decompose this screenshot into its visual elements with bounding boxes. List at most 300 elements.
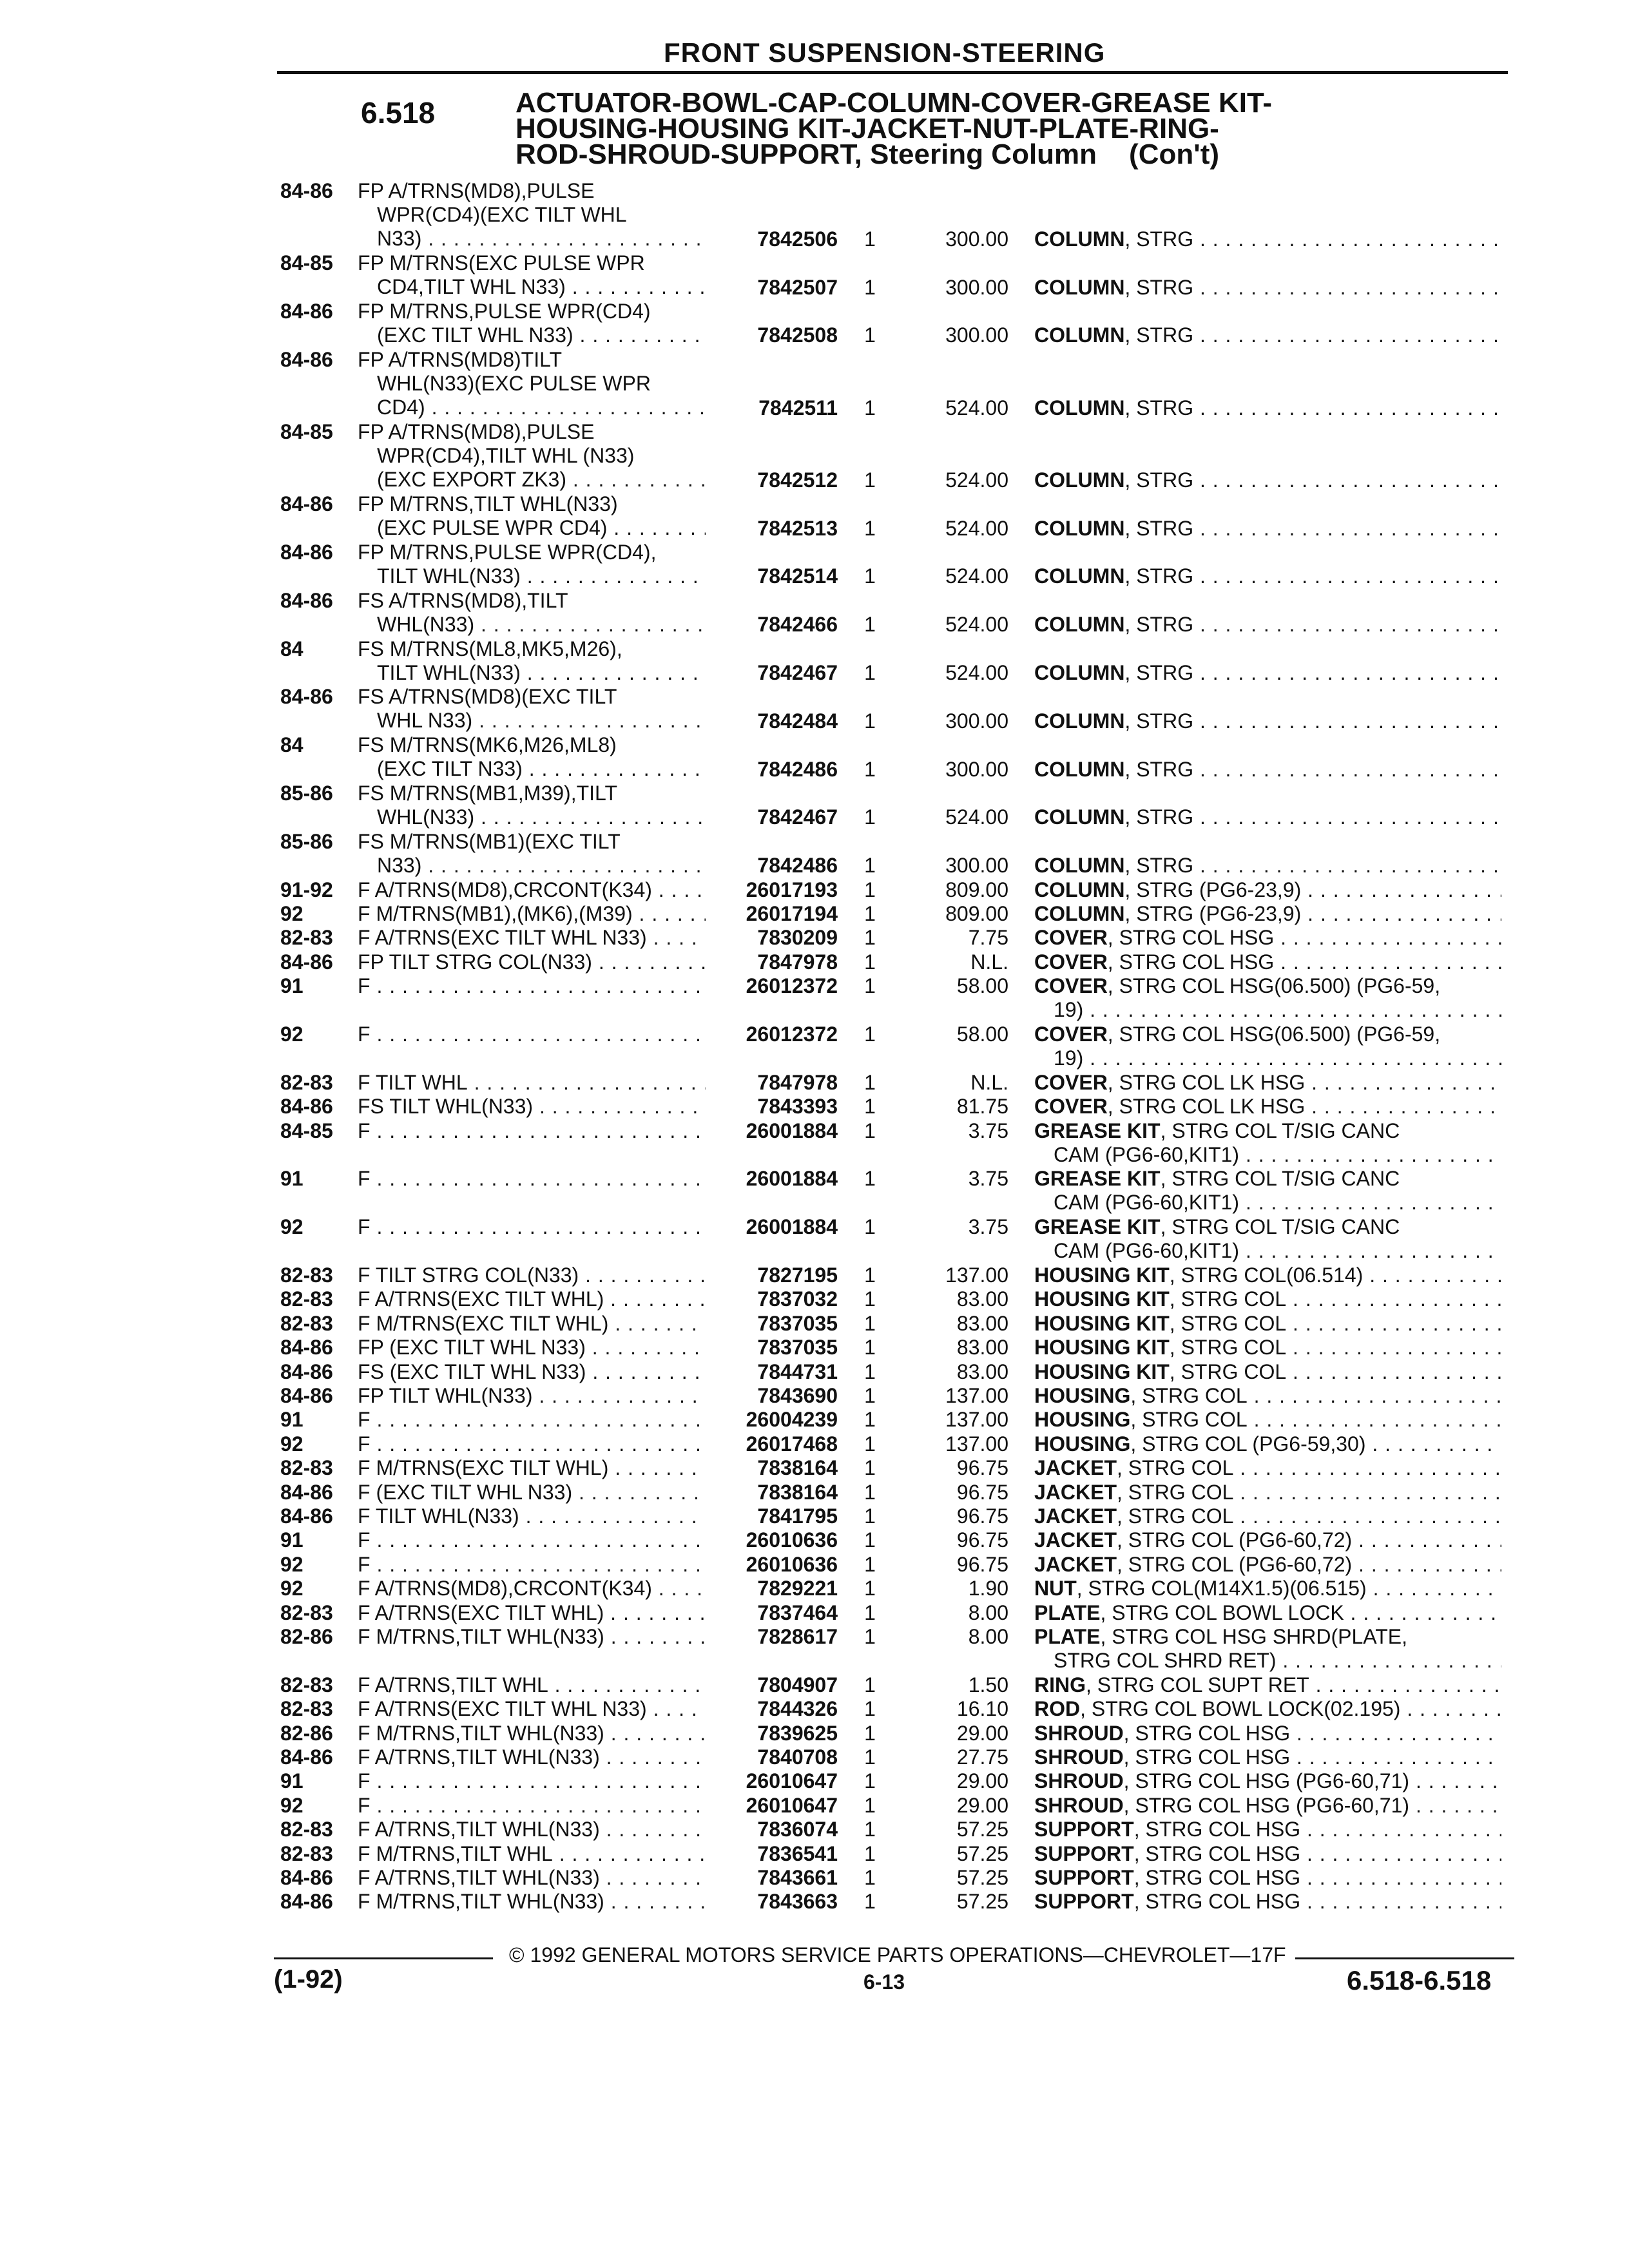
row-quantity: 1: [864, 564, 876, 588]
row-application-line: F A/TRNS(EXC TILT WHL) . . .: [358, 1287, 706, 1311]
row-description-name: HOUSING KIT: [1034, 1360, 1170, 1383]
row-part-number: 7827195: [757, 1264, 838, 1287]
row-description-name: SHROUD: [1034, 1745, 1124, 1769]
row-application: [358, 926, 706, 950]
row-quantity: 1: [864, 757, 876, 781]
table-row: [0, 1577, 1629, 1600]
row-description-name: COLUMN: [1034, 854, 1125, 878]
row-price: 1.50: [968, 1673, 1008, 1696]
section-title-line: HOUSING-HOUSING KIT-JACKET-NUT-PLATE-RING-: [516, 113, 1219, 144]
row-quantity: 1: [864, 660, 876, 684]
row-description-name: COVER: [1034, 974, 1108, 998]
row-description-line: COVER, STRG COL HSG(06.500) (PG6-59,: [1034, 974, 1441, 998]
row-description-text: STRG: [1136, 757, 1194, 781]
row-application: [358, 1818, 706, 1841]
row-description: [1034, 1577, 1501, 1600]
footer-copyright: © 1992 GENERAL MOTORS SERVICE PARTS OPERATIONS—CHEVROLET—17F: [509, 1943, 1286, 1966]
row-application-line: FS A/TRNS(MD8)(EXC TILT: [358, 685, 617, 709]
row-application-line: TILT WHL(N33) . . .: [358, 661, 706, 685]
row-description-name: HOUSING KIT: [1034, 1287, 1170, 1311]
row-description-line: HOUSING KIT, STRG COL . . .: [1034, 1312, 1501, 1336]
row-description: [1034, 396, 1501, 420]
row-quantity: 1: [864, 1095, 876, 1119]
row-description-text: STRG COL BOWL LOCK(02.195): [1091, 1697, 1401, 1721]
row-description-name: SUPPORT: [1034, 1890, 1134, 1914]
row-part-number: 7842466: [757, 613, 838, 637]
row-application: [358, 1842, 706, 1866]
row-price: 524.00: [945, 660, 1008, 684]
row-part-number: 26017468: [746, 1432, 838, 1456]
table-row: [0, 251, 1629, 300]
row-application-line: F M/TRNS(EXC TILT WHL) . . .: [358, 1456, 706, 1480]
row-application: [358, 541, 706, 588]
row-description-text: STRG COL(06.514): [1181, 1264, 1364, 1287]
row-price: 137.00: [945, 1408, 1008, 1432]
row-application-line: F A/TRNS,TILT WHL(N33) . . .: [358, 1745, 706, 1769]
row-application-line: F . . .: [358, 974, 706, 998]
row-price: 57.25: [956, 1818, 1008, 1841]
table-row: [0, 1360, 1629, 1384]
row-year: 82-83: [280, 926, 333, 950]
row-description: [1034, 854, 1501, 878]
row-quantity: 1: [864, 974, 876, 998]
row-description: [1034, 1890, 1501, 1914]
row-description-line: JACKET, STRG COL . . .: [1034, 1481, 1501, 1504]
row-price: 300.00: [945, 757, 1008, 781]
page-header-title: FRONT SUSPENSION-STEERING: [664, 37, 1106, 68]
row-part-number: 7843393: [757, 1095, 838, 1119]
row-description: [1034, 227, 1501, 251]
row-application-line: FP M/TRNS(EXC PULSE WPR: [358, 251, 645, 275]
row-description-line: COLUMN, STRG (PG6-23,9) . . .: [1034, 878, 1501, 902]
row-year: 84-86: [280, 1504, 333, 1528]
row-description: [1034, 709, 1501, 733]
row-part-number: 26017193: [746, 878, 838, 901]
row-application-line: N33) . . .: [358, 854, 706, 878]
row-description-line: HOUSING KIT, STRG COL . . .: [1034, 1287, 1501, 1311]
row-description-line: [1034, 998, 1501, 1022]
table-row: [0, 541, 1629, 589]
row-year: 84-85: [280, 251, 333, 275]
row-description: [1034, 1215, 1501, 1263]
row-description-name: HOUSING KIT: [1034, 1264, 1170, 1287]
row-application-line: (EXC TILT N33) . . .: [358, 757, 706, 781]
row-quantity: 1: [864, 227, 876, 251]
row-description-text: STRG: [1136, 564, 1194, 588]
row-part-number: 7837035: [757, 1311, 838, 1335]
row-quantity: 1: [864, 1866, 876, 1889]
row-description: [1034, 1866, 1501, 1890]
row-application: [358, 179, 706, 251]
row-description: [1034, 1167, 1501, 1215]
row-price: 96.75: [956, 1456, 1008, 1480]
row-price: 81.75: [956, 1095, 1008, 1119]
row-description-text: STRG COL LK HSG: [1119, 1095, 1306, 1119]
row-description-text: CAM (PG6-60,KIT1): [1054, 1191, 1240, 1215]
row-description: [1034, 1673, 1501, 1697]
row-price: 96.75: [956, 1552, 1008, 1576]
row-application: [358, 1504, 706, 1528]
row-year: 92: [280, 1215, 304, 1239]
row-year: 84-86: [280, 1890, 333, 1914]
table-row: [0, 1769, 1629, 1793]
row-application-line: WHL(N33)(EXC PULSE WPR: [377, 371, 651, 395]
row-year: 91: [280, 1769, 304, 1793]
row-application: [358, 1722, 706, 1745]
row-description-line: COLUMN, STRG . . .: [1034, 276, 1501, 300]
row-description: [1034, 564, 1501, 588]
row-application-line: F TILT WHL . . .: [358, 1071, 706, 1095]
row-price: 83.00: [956, 1360, 1008, 1383]
row-description-text: STRG COL (PG6-60,72): [1128, 1528, 1353, 1552]
row-part-number: 26010636: [746, 1552, 838, 1576]
row-description: [1034, 1336, 1501, 1360]
row-year: 84-86: [280, 347, 333, 371]
row-description-text: STRG COL T/SIG CANC: [1171, 1215, 1400, 1239]
row-description-line: [1034, 1239, 1501, 1263]
row-application-line: F M/TRNS,TILT WHL . . .: [358, 1842, 706, 1866]
row-application-line: F A/TRNS,TILT WHL(N33) . . .: [358, 1818, 706, 1841]
row-year: 84-86: [280, 1384, 333, 1407]
row-year: 92: [280, 1577, 304, 1600]
row-description-text: STRG COL HSG(06.500) (PG6-59,: [1119, 1023, 1441, 1046]
row-year: 92: [280, 1432, 304, 1456]
row-price: 524.00: [945, 396, 1008, 419]
row-description-text: STRG: [1136, 516, 1194, 540]
row-price: 524.00: [945, 516, 1008, 540]
row-quantity: 1: [864, 1625, 876, 1648]
row-description-text: 19): [1054, 998, 1084, 1022]
footer-section-range: 6.518-6.518: [1347, 1965, 1492, 1995]
row-part-number: 7838164: [757, 1480, 838, 1504]
table-row: [0, 1456, 1629, 1480]
row-price: 1.90: [968, 1577, 1008, 1600]
row-quantity: 1: [864, 468, 876, 492]
row-application-line: F TILT WHL(N33) . . .: [358, 1504, 706, 1528]
row-price: 96.75: [956, 1480, 1008, 1504]
row-application: [358, 1360, 706, 1384]
row-description-line: COLUMN, STRG (PG6-23,9) . . .: [1034, 902, 1501, 926]
row-application: [358, 1312, 706, 1336]
table-row: [0, 1697, 1629, 1721]
row-year: 91: [280, 974, 304, 998]
row-application: [358, 1408, 706, 1432]
row-price: 57.25: [956, 1866, 1008, 1889]
row-description-text: STRG: [1136, 854, 1194, 878]
row-application: [358, 1432, 706, 1456]
row-quantity: 1: [864, 1456, 876, 1480]
row-description: [1034, 1625, 1501, 1673]
row-description: [1034, 1312, 1501, 1336]
row-quantity: 1: [864, 1552, 876, 1576]
row-quantity: 1: [864, 902, 876, 925]
row-description-text: STRG COL HSG: [1135, 1721, 1291, 1745]
row-application: [358, 420, 706, 492]
row-application: [358, 1625, 706, 1649]
row-application-line: CD4) . . .: [358, 396, 706, 419]
row-price: 300.00: [945, 709, 1008, 733]
row-description-line: COLUMN, STRG . . .: [1034, 805, 1501, 829]
row-quantity: 1: [864, 613, 876, 637]
table-row: [0, 830, 1629, 878]
row-part-number: 26001884: [746, 1119, 838, 1142]
row-year: 92: [280, 1793, 304, 1817]
row-description-text: STRG (PG6-23,9): [1136, 902, 1302, 925]
row-application: [358, 1264, 706, 1287]
row-application: [358, 902, 706, 926]
table-row: [0, 637, 1629, 686]
row-year: 91-92: [280, 878, 333, 901]
row-price: 300.00: [945, 323, 1008, 347]
row-application-line: F M/TRNS(MB1),(MK6),(M39) . . .: [358, 902, 706, 926]
row-price: 137.00: [945, 1432, 1008, 1456]
row-description-text: STRG COL: [1128, 1480, 1234, 1504]
table-row: [0, 1215, 1629, 1264]
row-year: 84-86: [280, 179, 333, 202]
row-description-name: COLUMN: [1034, 878, 1125, 901]
row-description-line: SHROUD, STRG COL HSG . . .: [1034, 1722, 1501, 1745]
row-quantity: 1: [864, 1336, 876, 1360]
row-part-number: 7842507: [757, 275, 838, 299]
row-application: [358, 1769, 706, 1793]
row-description: [1034, 1071, 1501, 1095]
row-part-number: 26001884: [746, 1215, 838, 1239]
row-description-name: PLATE: [1034, 1625, 1101, 1648]
row-description: [1034, 1287, 1501, 1311]
row-application: [358, 1384, 706, 1408]
row-year: 84: [280, 733, 304, 757]
row-description: [1034, 1818, 1501, 1841]
row-description-line: HOUSING, STRG COL . . .: [1034, 1384, 1501, 1408]
row-description: [1034, 323, 1501, 347]
row-application-line: WPR(CD4)(EXC TILT WHL: [377, 203, 627, 226]
table-row: [0, 926, 1629, 950]
table-row: [0, 1481, 1629, 1504]
row-year: 91: [280, 1408, 304, 1432]
row-part-number: 7840708: [757, 1745, 838, 1769]
row-quantity: 1: [864, 1600, 876, 1624]
row-description-text: STRG COL: [1128, 1504, 1234, 1528]
row-application-line: FP A/TRNS(MD8),PULSE: [358, 420, 595, 443]
row-quantity: 1: [864, 1023, 876, 1046]
row-application-line: FS M/TRNS(MB1,M39),TILT: [358, 782, 617, 805]
row-application-line: F . . .: [358, 1119, 706, 1143]
row-description-line: [1034, 1649, 1501, 1673]
row-description: [1034, 1119, 1501, 1167]
row-application-line: WPR(CD4),TILT WHL (N33): [377, 444, 635, 467]
row-price: 29.00: [956, 1721, 1008, 1745]
row-part-number: 7842484: [757, 709, 838, 733]
row-description-text: STRG COL: [1181, 1360, 1287, 1383]
row-application: [358, 950, 706, 974]
row-description-text: STRG COL T/SIG CANC: [1171, 1167, 1400, 1191]
row-application-line: CD4,TILT WHL N33) . . .: [358, 275, 706, 299]
row-year: 84-86: [280, 1745, 333, 1769]
row-price: 57.25: [956, 1841, 1008, 1865]
row-price: 809.00: [945, 878, 1008, 901]
row-year: 84-86: [280, 1360, 333, 1383]
row-description-line: HOUSING KIT, STRG COL . . .: [1034, 1336, 1501, 1360]
table-row: [0, 420, 1629, 492]
row-application-line: FP M/TRNS,PULSE WPR(CD4),: [358, 541, 657, 564]
row-description-line: COVER, STRG COL HSG . . .: [1034, 950, 1501, 974]
row-price: N.L.: [970, 1070, 1008, 1094]
table-row: [0, 1264, 1629, 1287]
row-description-line: [1034, 1191, 1501, 1215]
table-row: [0, 492, 1629, 541]
row-application: [358, 878, 706, 902]
row-quantity: 1: [864, 878, 876, 901]
row-quantity: 1: [864, 1504, 876, 1528]
row-description-line: PLATE, STRG COL BOWL LOCK . . .: [1034, 1601, 1501, 1625]
row-description-name: SUPPORT: [1034, 1818, 1134, 1841]
row-description-text: STRG COL SHRD RET): [1054, 1649, 1277, 1672]
row-description-text: CAM (PG6-60,KIT1): [1054, 1142, 1240, 1166]
row-description-text: STRG COL: [1181, 1287, 1287, 1311]
row-part-number: 7842514: [757, 564, 838, 588]
row-description: [1034, 1769, 1501, 1793]
row-part-number: 7844326: [757, 1697, 838, 1721]
table-row: [0, 878, 1629, 902]
table-row: [0, 1673, 1629, 1697]
row-description-text: STRG COL HSG: [1135, 1745, 1291, 1769]
row-application-line: F TILT STRG COL(N33) . . .: [358, 1264, 706, 1287]
row-description-line: JACKET, STRG COL (PG6-60,72) . . .: [1034, 1553, 1501, 1577]
row-description: [1034, 878, 1501, 902]
row-description-name: COLUMN: [1034, 613, 1125, 637]
row-application-line: F . . .: [358, 1408, 706, 1432]
table-row: [0, 1722, 1629, 1745]
row-quantity: 1: [864, 1360, 876, 1383]
row-application-line: F . . .: [358, 1794, 706, 1818]
row-description-text: STRG COL: [1142, 1384, 1248, 1407]
table-row: [0, 1432, 1629, 1456]
table-row: [0, 300, 1629, 348]
row-description-name: COLUMN: [1034, 468, 1125, 492]
row-application-line: (EXC TILT WHL N33) . . .: [358, 323, 706, 347]
row-description-name: JACKET: [1034, 1504, 1117, 1528]
row-year: 84-86: [280, 1866, 333, 1889]
row-description-name: JACKET: [1034, 1456, 1117, 1480]
row-description: [1034, 1504, 1501, 1528]
row-application: [358, 685, 706, 733]
row-price: 83.00: [956, 1336, 1008, 1360]
row-application: [358, 1577, 706, 1600]
row-description: [1034, 1697, 1501, 1721]
row-quantity: 1: [864, 1384, 876, 1407]
row-description-line: SHROUD, STRG COL HSG (PG6-60,71) . . .: [1034, 1794, 1501, 1818]
row-description: [1034, 1384, 1501, 1408]
row-description-line: GREASE KIT, STRG COL T/SIG CANC: [1034, 1215, 1400, 1239]
row-year: 84: [280, 637, 304, 660]
row-application-line: F M/TRNS,TILT WHL(N33) . . .: [358, 1722, 706, 1745]
row-year: 82-83: [280, 1456, 333, 1480]
row-quantity: 1: [864, 1119, 876, 1142]
row-part-number: 26010636: [746, 1528, 838, 1552]
row-application-line: F . . .: [358, 1553, 706, 1577]
row-price: 137.00: [945, 1384, 1008, 1407]
row-description-name: SHROUD: [1034, 1721, 1124, 1745]
row-price: 16.10: [956, 1697, 1008, 1721]
row-description-text: 19): [1054, 1046, 1084, 1070]
row-description-name: COLUMN: [1034, 275, 1125, 299]
row-description-line: COLUMN, STRG . . .: [1034, 564, 1501, 588]
row-application-line: F A/TRNS(MD8),CRCONT(K34) . . .: [358, 1577, 706, 1600]
row-application-line: TILT WHL(N33) . . .: [358, 564, 706, 588]
row-description-name: COLUMN: [1034, 516, 1125, 540]
row-part-number: 7847978: [757, 950, 838, 974]
row-quantity: 1: [864, 1818, 876, 1841]
section-number: 6.518: [361, 96, 436, 130]
row-description-name: COVER: [1034, 1070, 1108, 1094]
row-year: 82-86: [280, 1625, 333, 1648]
table-row: [0, 1023, 1629, 1071]
row-description-name: SHROUD: [1034, 1769, 1124, 1793]
row-description-name: SUPPORT: [1034, 1866, 1134, 1889]
row-application-line: (EXC PULSE WPR CD4) . . .: [358, 516, 706, 540]
row-description-name: HOUSING KIT: [1034, 1336, 1170, 1360]
row-price: 96.75: [956, 1528, 1008, 1552]
row-part-number: 7842486: [757, 854, 838, 878]
row-description-name: GREASE KIT: [1034, 1215, 1161, 1239]
row-description-text: STRG COL: [1181, 1336, 1287, 1360]
row-description-text: STRG (PG6-23,9): [1136, 878, 1302, 901]
table-row: [0, 1842, 1629, 1866]
row-description-name: COLUMN: [1034, 709, 1125, 733]
row-description-text: STRG: [1136, 660, 1194, 684]
row-year: 84-85: [280, 420, 333, 443]
row-part-number: 7830209: [757, 926, 838, 950]
row-application: [358, 637, 706, 685]
row-quantity: 1: [864, 1721, 876, 1745]
row-description-text: STRG COL HSG: [1119, 926, 1275, 950]
row-description: [1034, 1456, 1501, 1480]
row-application: [358, 1601, 706, 1625]
row-application-line: FP A/TRNS(MD8),PULSE: [358, 179, 595, 202]
row-quantity: 1: [864, 1673, 876, 1696]
row-description: [1034, 661, 1501, 685]
row-description: [1034, 1601, 1501, 1625]
row-description-name: NUT: [1034, 1577, 1077, 1600]
row-application-line: F M/TRNS(EXC TILT WHL) . . .: [358, 1312, 706, 1336]
row-year: 82-83: [280, 1697, 333, 1721]
row-description-line: COLUMN, STRG . . .: [1034, 227, 1501, 251]
row-description-text: STRG COL HSG: [1145, 1841, 1301, 1865]
row-part-number: 7837035: [757, 1336, 838, 1360]
row-description: [1034, 974, 1501, 1022]
row-year: 84-86: [280, 492, 333, 516]
row-description-line: JACKET, STRG COL (PG6-60,72) . . .: [1034, 1528, 1501, 1552]
row-quantity: 1: [864, 1432, 876, 1456]
table-row: [0, 1866, 1629, 1890]
row-part-number: 7804907: [757, 1673, 838, 1696]
row-quantity: 1: [864, 1697, 876, 1721]
row-part-number: 7829221: [757, 1577, 838, 1600]
row-year: 82-83: [280, 1070, 333, 1094]
row-description-line: HOUSING KIT, STRG COL . . .: [1034, 1360, 1501, 1384]
table-row: [0, 1408, 1629, 1432]
row-description: [1034, 1432, 1501, 1456]
row-quantity: 1: [864, 516, 876, 540]
row-application-line: FP M/TRNS,PULSE WPR(CD4): [358, 300, 651, 323]
row-description: [1034, 758, 1501, 782]
row-description-name: ROD: [1034, 1697, 1081, 1721]
row-application: [358, 733, 706, 781]
row-description-name: COVER: [1034, 1095, 1108, 1119]
row-description-line: COLUMN, STRG . . .: [1034, 396, 1501, 420]
footer-rule-right: [1295, 1957, 1514, 1959]
row-description: [1034, 902, 1501, 926]
